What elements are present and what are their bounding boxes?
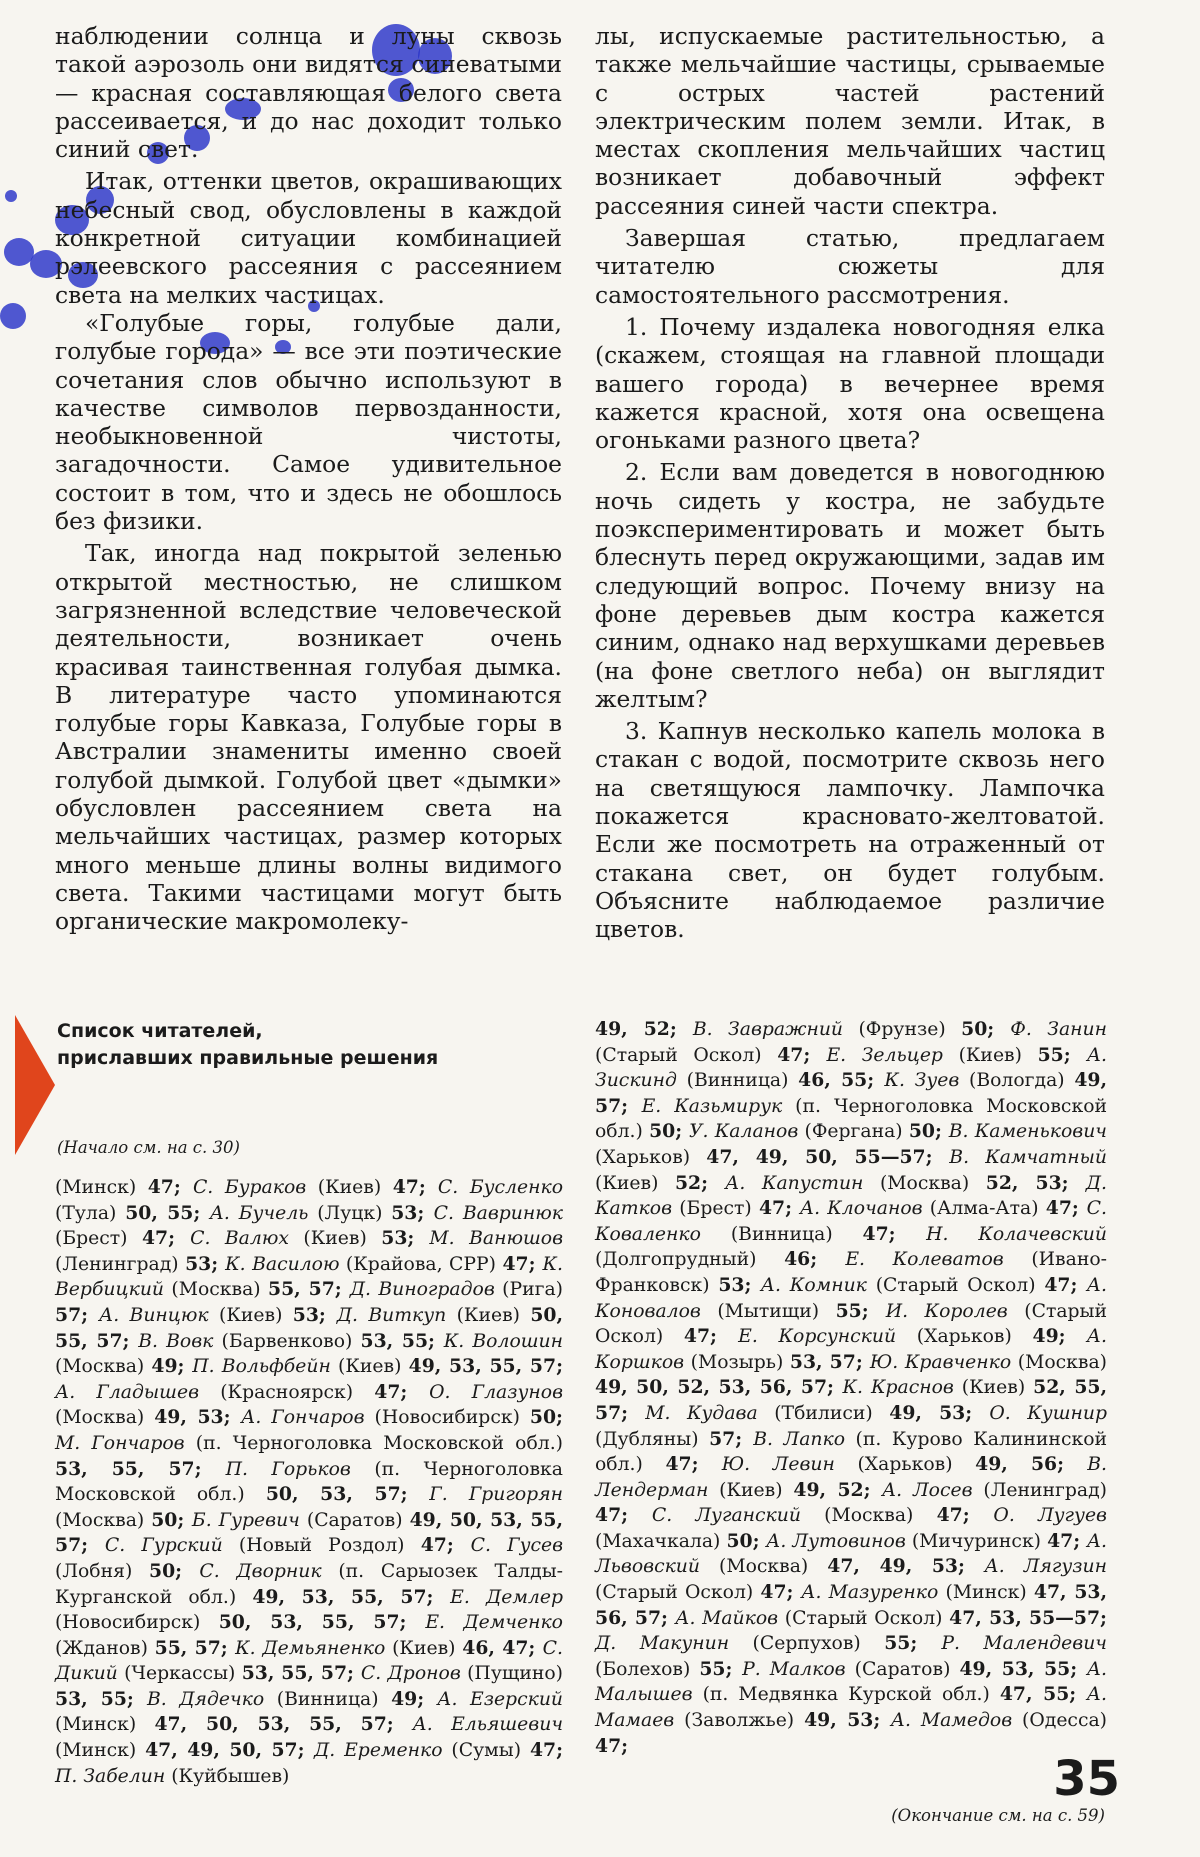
reader-name: В. Каменькович — [948, 1121, 1107, 1143]
article-paragraph: «Голубые горы, голубые дали, голубые города» — все эти поэтические сочетания слов обычно используют в качестве символов первозданности, необыкновенной чистоты, загадочности. Самое удивительное состоит в том, что и здесь не обошлось без физики. — [55, 308, 562, 536]
reader-problems: 46, 55; — [798, 1069, 885, 1092]
reader-problems: 53, 55, 57; — [55, 1457, 226, 1480]
reader-name: М. Ванюшов — [429, 1228, 564, 1250]
reader-city: (Брест) — [55, 1228, 142, 1250]
reader-city: (Рига) — [494, 1279, 563, 1301]
reader-problems: 49, 53; — [889, 1401, 990, 1424]
reader-name: Д. Катков — [595, 1172, 1107, 1220]
reader-problems: 55; — [699, 1657, 743, 1680]
reader-name: С. Дворник — [199, 1560, 322, 1582]
reader-problems: 47; — [595, 1734, 629, 1757]
reader-problems: 50; — [908, 1120, 949, 1143]
reader-problems: 50; — [151, 1508, 192, 1531]
reader-entry — [55, 1382, 429, 1403]
reader-entry — [190, 1228, 429, 1249]
reader-name: А. Коновалов — [595, 1274, 1107, 1322]
reader-problems: 52; — [674, 1171, 726, 1194]
reader-city: (Киев) — [595, 1172, 675, 1194]
reader-city: (Тула) — [55, 1202, 126, 1224]
reader-problems: 49, 53, 55, 57; — [408, 1355, 563, 1378]
reader-name: В. Камчатный — [949, 1146, 1108, 1168]
reader-name: П. Вольфбейн — [192, 1356, 331, 1378]
reader-name: О. Глазунов — [429, 1381, 564, 1403]
reader-name: Е. Колеватов — [845, 1249, 1004, 1271]
readers-title-line: приславших правильные решения — [57, 1047, 439, 1069]
reader-city: (Киев) — [330, 1356, 409, 1378]
reader-city: (Махачкала) — [595, 1530, 727, 1552]
readers-list-left — [55, 1175, 563, 1789]
ink-blot — [0, 303, 26, 329]
reader-problems: 50, 53, 57; — [265, 1483, 430, 1506]
reader-entry — [826, 1045, 1086, 1066]
article-column-left — [55, 22, 562, 936]
reader-problems: 55; — [884, 1632, 942, 1655]
reader-city: (Москва) — [55, 1356, 152, 1378]
reader-problems: 53; — [391, 1201, 434, 1224]
reader-name: А. Зискинд — [595, 1044, 1108, 1092]
reader-problems: 49, 57; — [595, 1069, 1107, 1117]
reader-name: Д. Виткуп — [336, 1304, 447, 1326]
reader-city: (Крайова, СРР) — [339, 1253, 503, 1275]
reader-name: С. Коваленко — [595, 1198, 1108, 1245]
reader-problems: 47; — [392, 1176, 438, 1198]
article-paragraph: 3. Капнув несколько капель молока в стакан с водой, посмотрите сквозь него на светящуюся лампочку. Лампочка покажется красновато-желтоватой. Если же посмотреть на отраженный от стакана свет, он будет голубым. Объясните наблюдаемое различие цветов. — [595, 717, 1105, 944]
reader-entry — [738, 1326, 1087, 1347]
reader-problems: 50; — [961, 1018, 1011, 1040]
reader-city: (Красноярск) — [199, 1381, 375, 1403]
reader-name: Е. Демлер — [450, 1586, 564, 1608]
reader-name: А. Ельяшевич — [412, 1714, 564, 1736]
reader-city: (п. Черноголовка Московской обл.) — [55, 1458, 563, 1506]
reader-city: (Винница) — [700, 1223, 863, 1245]
reader-entry — [645, 1403, 989, 1424]
reader-problems: 55, 57; — [154, 1636, 236, 1659]
reader-entry — [99, 1305, 337, 1326]
reader-city: (Луцк) — [308, 1202, 392, 1224]
reader-name: М. Кудава — [645, 1402, 758, 1424]
reader-problems: 47; — [1047, 1529, 1087, 1552]
reader-entry — [147, 1689, 437, 1710]
reader-name: П. Забелин — [55, 1765, 166, 1787]
reader-entry — [55, 1766, 289, 1787]
reader-problems: 50; — [149, 1559, 200, 1582]
reader-city: (Старый Оскол) — [595, 1300, 1108, 1348]
reader-problems: 49, 53, 55; — [959, 1657, 1087, 1680]
reader-problems: 47; — [420, 1534, 471, 1557]
article-paragraph: Так, иногда над покрытой зеленью открытой местностью, не слишком загрязненной вследствие человеческой деятельности, возникает очень красивая таинственная голубая дымка. В литературе часто упоминаются голубые горы Кавказа, Голубые горы в Австралии знамениты именно своей голубой дымкой. Голубой цвет «дымки» обусловлен рассеянием света на мельчайших частицах, размер которых много меньше длины волны видимого света. Такими частицами могут быть органические макромолеку- — [55, 539, 562, 936]
reader-name: Р. Малендевич — [941, 1633, 1107, 1655]
reader-city: (Винница) — [676, 1070, 799, 1092]
reader-city: (Пущино) — [460, 1663, 563, 1685]
reader-problems: 47, 49, 53; — [827, 1555, 985, 1578]
reader-problems: 53; — [381, 1227, 430, 1250]
reader-city: (Черкассы) — [117, 1663, 242, 1685]
reader-problems: 53; — [718, 1273, 761, 1296]
reader-problems: 55; — [835, 1299, 886, 1322]
reader-city: (Москва) — [55, 1407, 155, 1429]
reader-problems: 53, 55; — [360, 1329, 444, 1352]
reader-name: А. Клочанов — [799, 1198, 923, 1220]
reader-problems: 49, 53, 55, 57; — [252, 1585, 451, 1608]
reader-name: С. Бусленко — [437, 1177, 563, 1198]
reader-problems: 47; — [502, 1252, 543, 1275]
reader-city: (Киев) — [385, 1637, 463, 1659]
reader-city: (п. Черноголовка Московской обл.) — [595, 1095, 1108, 1143]
reader-name: Е. Зельцер — [826, 1044, 943, 1066]
reader-name: А. Коршков — [595, 1326, 1107, 1373]
reader-name: А. Мазуренко — [801, 1582, 939, 1604]
article-paragraph: лы, испускаемые растительностью, а также мельчайшие частицы, срываемые с острых частей растений электрическим полем земли. Итак, в местах скопления мельчайших частиц возникает добавочный эффект рассеяния синей части спектра. — [595, 22, 1105, 220]
reader-name: И. Королев — [885, 1300, 1008, 1322]
reader-city: (Старый Оскол) — [778, 1607, 950, 1629]
reader-city: (Москва) — [55, 1509, 152, 1531]
reader-entry — [105, 1535, 471, 1556]
reader-name: Д. Макунин — [595, 1633, 730, 1655]
reader-name: А. Львовский — [595, 1530, 1108, 1578]
reader-problems: 53, 55, 57; — [241, 1662, 361, 1685]
reader-name: Е. Демченко — [425, 1612, 563, 1634]
reader-city: (п. Черноголовка Московской обл.) — [184, 1432, 563, 1454]
article-paragraph: 1. Почему издалека новогодняя елка (скажем, стоящая на главной площади вашего города) в вечернее время кажется красной, хотя она освещена огоньками разного цвета? — [595, 312, 1105, 455]
reader-name: С. Гусев — [470, 1535, 564, 1557]
reader-name: У. Каланов — [688, 1121, 799, 1143]
reader-problems: 47; — [595, 1504, 652, 1527]
readers-list-title — [57, 1018, 497, 1072]
reader-problems: 49, 52; — [793, 1478, 882, 1501]
reader-city: (Ленинград) — [55, 1253, 186, 1275]
reader-city: (Ленинград) — [972, 1479, 1107, 1501]
reader-name: В. Лендерман — [595, 1454, 1107, 1501]
reader-city: (Минск) — [55, 1714, 155, 1736]
reader-name: А. Езерский — [437, 1688, 564, 1710]
readers-list-right — [595, 1017, 1107, 1759]
reader-problems: 50, 55, 57; — [55, 1303, 564, 1352]
reader-name: А. Мамаев — [595, 1684, 1107, 1732]
reader-problems: 47; — [141, 1227, 191, 1250]
reader-city: (Фрунзе) — [843, 1019, 962, 1040]
reader-name: Ю. Левин — [721, 1454, 835, 1476]
reader-name: К. Зуев — [884, 1070, 960, 1092]
reader-entry — [761, 1275, 1087, 1296]
reader-city: (Старый Оскол) — [595, 1044, 778, 1066]
reader-problems: 47; — [1045, 1197, 1087, 1220]
reader-name: А. Комник — [760, 1274, 867, 1296]
reader-entry — [652, 1505, 994, 1526]
reader-problems: 52, 55, 57; — [595, 1376, 1108, 1424]
reader-city: (Жданов) — [55, 1637, 155, 1659]
reader-entry — [722, 1454, 1088, 1475]
reader-problems: 55, 57; — [268, 1278, 350, 1301]
reader-problems: 47; — [374, 1380, 430, 1403]
reader-name: М. Гончаров — [55, 1432, 185, 1454]
reader-problems: 50; — [649, 1120, 689, 1143]
reader-name: Ю. Кравченко — [869, 1351, 1012, 1373]
reader-city: (Серпухов) — [729, 1633, 885, 1655]
reader-name: К. Вербицкий — [55, 1253, 564, 1301]
reader-name: О. Кушнир — [989, 1402, 1107, 1424]
reader-name: Е. Казьмирук — [641, 1095, 783, 1117]
reader-problems: 53; — [185, 1252, 226, 1275]
reader-entry — [55, 1177, 193, 1198]
reader-city: (Новосибирск) — [55, 1612, 219, 1634]
reader-city: (Сумы) — [442, 1740, 530, 1762]
reader-name: Д. Еременко — [313, 1740, 443, 1762]
reader-problems: 47; — [936, 1504, 994, 1527]
reader-city: (Харьков) — [834, 1454, 976, 1476]
reader-city: (Минск) — [938, 1582, 1034, 1604]
reader-city: (Киев) — [942, 1044, 1038, 1066]
reader-city: (Мытищи) — [700, 1300, 836, 1322]
reader-name: К. Демьяненко — [235, 1637, 386, 1659]
reader-problems: 57; — [709, 1427, 754, 1450]
reader-name: Р. Малков — [742, 1658, 846, 1680]
reader-entry — [210, 1203, 434, 1224]
reader-name: Н. Колачевский — [926, 1223, 1107, 1245]
reader-city: (Старый Оскол) — [866, 1274, 1045, 1296]
reader-problems: 49, 56; — [975, 1453, 1088, 1476]
reader-name: Д. Виноградов — [349, 1279, 495, 1301]
reader-problems: 49; — [1032, 1325, 1087, 1348]
reader-city: (п. Сарыозек Талды-Курганской обл.) — [55, 1560, 564, 1608]
reader-city: (Брест) — [672, 1198, 759, 1220]
reader-problems: 47, 53, 56, 57; — [595, 1581, 1108, 1629]
reader-city: (Киев) — [446, 1304, 531, 1326]
reader-name: В. Лапко — [753, 1428, 846, 1450]
reader-problems: 47, 49, 50, 57; — [145, 1739, 314, 1762]
reader-entry — [193, 1177, 438, 1198]
reader-entry — [766, 1531, 1087, 1552]
reader-entry — [595, 1633, 941, 1654]
reader-name: К. Василою — [225, 1253, 340, 1275]
reader-name: А. Винцюк — [98, 1304, 209, 1326]
reader-city: (Мичуринск) — [905, 1530, 1048, 1552]
reader-problems: 49, 50, 52, 53, 56, 57; — [595, 1376, 843, 1399]
ink-blot — [5, 190, 17, 202]
reader-problems: 49, 50, 53, 55, 57; — [55, 1508, 564, 1557]
reader-city: (Болехов) — [595, 1658, 700, 1680]
reader-city: (Заволжье) — [674, 1710, 805, 1732]
reader-problems: 47; — [683, 1325, 739, 1348]
reader-name: С. Дикий — [55, 1637, 563, 1685]
reader-city: (Киев) — [708, 1479, 794, 1501]
reader-problems: 50, 53, 55, 57; — [218, 1611, 426, 1634]
reader-city: (Минск) — [55, 1740, 146, 1762]
reader-city: (Мозырь) — [684, 1351, 790, 1373]
reader-name: В. Вовк — [138, 1330, 214, 1352]
end-note: (Окончание см. на с. 59) — [891, 1806, 1105, 1825]
reader-entry — [241, 1407, 563, 1428]
reader-city: (Куйбышев) — [165, 1765, 290, 1787]
reader-problems: 49, 53; — [804, 1709, 891, 1732]
reader-name: К. Волошин — [443, 1330, 564, 1352]
reader-problems: 47; — [760, 1581, 802, 1604]
reader-problems: 55; — [1037, 1043, 1087, 1066]
reader-problems: 46; — [784, 1248, 846, 1271]
reader-city: (Москва) — [863, 1172, 986, 1194]
reader-problems: 47; — [777, 1043, 827, 1066]
reader-city: (Москва) — [700, 1556, 828, 1578]
reader-city: (Фергана) — [798, 1121, 909, 1143]
reader-problems: 47, 55; — [999, 1683, 1087, 1706]
reader-entry — [675, 1608, 1107, 1629]
reader-city: (Киев) — [306, 1177, 393, 1198]
reader-problems: 49; — [391, 1687, 438, 1710]
reader-city: (Тбилиси) — [757, 1402, 890, 1424]
article-column-right — [595, 22, 1105, 944]
reader-problems: 53, 57; — [789, 1350, 870, 1373]
reader-name: А. Гончаров — [241, 1407, 365, 1429]
reader-problems: 53; — [292, 1303, 337, 1326]
reader-city: (Москва) — [1011, 1351, 1107, 1373]
reader-name: К. Краснов — [842, 1377, 954, 1399]
reader-problems: 50, 55; — [125, 1201, 210, 1224]
reader-name: А. Капустин — [725, 1172, 864, 1194]
readers-title-line: Список читателей, — [57, 1020, 263, 1042]
reader-entry — [742, 1659, 1087, 1680]
reader-entry — [192, 1356, 563, 1377]
reader-name: С. Бураков — [192, 1177, 307, 1198]
reader-problems: 47; — [529, 1739, 564, 1762]
reader-name: С. Вавринюк — [433, 1202, 563, 1224]
reader-name: А. Лутовинов — [766, 1530, 906, 1552]
reader-problems: 49, 53; — [154, 1406, 242, 1429]
reader-city: (Москва) — [800, 1505, 937, 1527]
reader-city: (Киев) — [208, 1304, 293, 1326]
reader-problems: 47; — [665, 1453, 722, 1476]
reader-entry — [689, 1121, 949, 1142]
reader-city: (п. Медвянка Курской обл.) — [692, 1684, 1000, 1706]
reader-name: О. Лугуев — [993, 1505, 1107, 1527]
reader-city: (Минск) — [55, 1177, 148, 1198]
reader-city: (Вологда) — [959, 1070, 1075, 1092]
section-marker-icon — [15, 1015, 55, 1155]
article-paragraph: Завершая статью, предлагаем читателю сюжеты для самостоятельного рассмотрения. — [595, 224, 1105, 309]
reader-name: С. Дронов — [360, 1663, 461, 1685]
reader-problems: 47, 50, 53, 55, 57; — [154, 1713, 413, 1736]
reader-city: (Лобня) — [55, 1560, 150, 1582]
article-paragraph: 2. Если вам доведется в новогоднюю ночь сидеть у костра, не забудьте поэкспериментировать и может быть блеснуть перед окружающими, задав им следующий вопрос. Почему внизу на фоне деревьев дым костра кажется синим, однако над верхушками деревьев (на фоне светлого неба) он выглядит желтым? — [595, 458, 1105, 713]
reader-city: (Ивано-Франковск) — [595, 1249, 1108, 1296]
reader-entry — [314, 1740, 563, 1761]
reader-name: А. Малышев — [595, 1658, 1108, 1706]
reader-entry — [138, 1331, 444, 1352]
reader-city: (Алма-Ата) — [922, 1198, 1046, 1220]
reader-name: С. Гурский — [104, 1535, 223, 1557]
reader-city: (Долгопрудный) — [595, 1249, 785, 1271]
reader-entry — [693, 1019, 1010, 1040]
reader-name: С. Валюх — [190, 1228, 289, 1250]
reader-entry — [725, 1173, 1086, 1194]
article-paragraph: наблюдении солнца и луны сквозь такой аэрозоль они видятся синеватыми — красная составляющая белого света рассеивается, и до нас доходит только синий свет. — [55, 22, 562, 164]
reader-name: П. Горьков — [225, 1458, 351, 1480]
reader-city: (Барвенково) — [213, 1330, 361, 1352]
reader-problems: 53, 55; — [55, 1687, 147, 1710]
reader-city: (Киев) — [953, 1377, 1034, 1399]
reader-problems: 50; — [726, 1529, 767, 1552]
reader-city: (Киев) — [288, 1228, 382, 1250]
start-note: (Начало см. на с. 30) — [57, 1138, 240, 1157]
reader-city: (Харьков) — [896, 1326, 1033, 1348]
reader-city: (Новосибирск) — [364, 1407, 530, 1429]
reader-entry — [800, 1198, 1087, 1219]
reader-city: (Саратов) — [299, 1509, 410, 1531]
reader-city: (Дубляны) — [595, 1428, 710, 1450]
reader-problems: 49; — [151, 1355, 193, 1378]
reader-problems: 47, 49, 50, 55—57; — [706, 1145, 950, 1168]
reader-name: А. Мамедов — [890, 1710, 1013, 1732]
page-number: 35 — [1053, 1751, 1120, 1807]
reader-entry — [225, 1254, 542, 1275]
reader-name: Б. Гуревич — [191, 1509, 300, 1531]
reader-name: Е. Корсунский — [738, 1326, 897, 1348]
reader-problems: 47; — [147, 1176, 193, 1198]
reader-city: (п. Курово Калининской обл.) — [595, 1428, 1108, 1476]
reader-city: (Новый Роздол) — [222, 1535, 421, 1557]
reader-city: (Винница) — [264, 1688, 392, 1710]
reader-problems: 47; — [862, 1222, 927, 1245]
reader-problems: 47; — [1044, 1273, 1087, 1296]
article-paragraph: Итак, оттенки цветов, окрашивающих небесный свод, обусловлены в каждой конкретной ситуации комбинацией рэлеевского рассеяния с рассеянием света на мелких частицах. — [55, 167, 562, 309]
reader-city: (Харьков) — [595, 1146, 707, 1168]
reader-city: (Старый Оскол) — [595, 1582, 761, 1604]
reader-problems: 47, 53, 55—57; — [949, 1606, 1107, 1629]
reader-problems: 47; — [758, 1197, 800, 1220]
reader-city: (Одесса) — [1012, 1710, 1107, 1732]
reader-name: С. Луганский — [651, 1505, 801, 1527]
reader-name: Ф. Занин — [1010, 1019, 1108, 1040]
reader-city: (Саратов) — [845, 1658, 960, 1680]
reader-problems: 49, 52; — [595, 1018, 693, 1040]
reader-problems: 46, 47; — [462, 1636, 543, 1659]
reader-name: А. Майков — [675, 1607, 779, 1629]
reader-city: (Москва) — [164, 1279, 269, 1301]
reader-name: А. Лягузин — [984, 1556, 1107, 1578]
reader-name: Г. Григорян — [429, 1484, 563, 1506]
reader-name: В. Завражний — [692, 1019, 844, 1040]
reader-entry — [235, 1638, 543, 1659]
reader-name: А. Лосев — [881, 1479, 973, 1501]
reader-problems: 50; — [529, 1406, 563, 1429]
reader-name: А. Бучель — [209, 1202, 309, 1224]
reader-problems: 57; — [55, 1303, 99, 1326]
reader-name: В. Дядечко — [146, 1688, 265, 1710]
reader-problems: 52, 53; — [985, 1171, 1086, 1194]
reader-entry — [595, 1019, 693, 1040]
reader-name: А. Гладышев — [55, 1381, 200, 1403]
